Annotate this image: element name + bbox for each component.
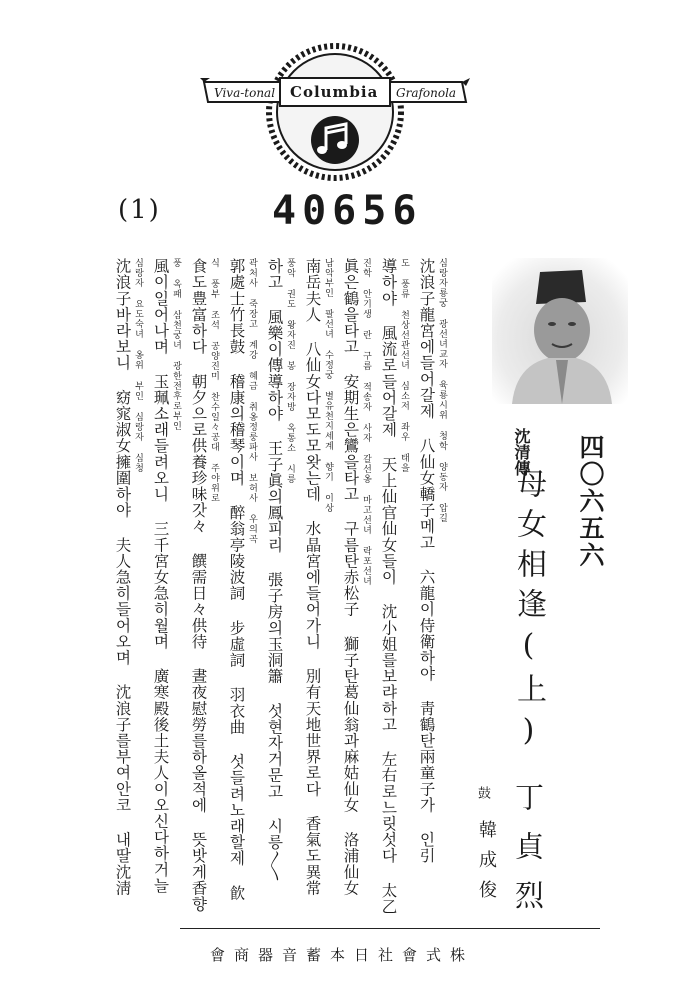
performer-portrait: [492, 258, 628, 404]
record-side-index: (1): [118, 195, 161, 225]
performer-name: 丁貞烈: [511, 782, 545, 929]
title-prefix: 沈清傳: [512, 428, 531, 476]
columbia-logo: [200, 40, 470, 185]
lyric-line: 眞은鶴을타고 安期生은鸞을타고 구름탄赤松子 獅子탄葛仙翁과麻姑仙女 洛浦仙女: [341, 258, 360, 896]
catalog-number: 40656: [272, 188, 423, 234]
music-note-icon: [311, 116, 359, 164]
performer-role: 鼓: [475, 786, 490, 799]
lyric-line: 南岳夫人 八仙女다모도모왓는데 水晶宮에들어가니 別有天地世界로다 香氣도異常: [303, 258, 322, 896]
song-title: 母女相逢(上): [511, 468, 546, 758]
lyric-line: 導하야 風流로들어갈제 天上仙官仙女들이 沈小姐를보랴하고 左右로느릿섯다 太乙: [379, 258, 398, 915]
accompanist-name: 韓成俊: [476, 820, 497, 910]
publisher-name: 會商器音蓄本日社會式株: [210, 946, 475, 964]
catalog-number-vertical: 四〇六五六: [576, 434, 605, 569]
lyric-reading: 심랑자 요도숙녀 옹위 부인 심랑자 심청: [133, 258, 143, 473]
logo-brand-text: Columbia: [290, 83, 379, 101]
lyric-reading: 풍 옥패 삼천궁녀 광한전후로부인: [171, 258, 181, 431]
lyric-line: 沈浪子바라보니 窈窕淑女擁圍하야 夫人急히들어오며 沈浪子를부여안코 내딸沈淸: [113, 258, 132, 896]
lyric-line: 하고 風樂이傳導하야 王子眞의鳳피리 張子房의玉洞簫 섯현자거문고 시릉〳〵: [265, 258, 284, 882]
lyric-reading: 곽처사 죽장고 계강 혜금 취옹정룽파사 보허사 우의곡: [247, 258, 257, 544]
footer-divider: [180, 928, 600, 929]
lyrics-block: [96, 258, 458, 915]
lyric-reading: 식 풍부 조석 공양진미 찬수일々공대 주야위로: [209, 258, 219, 503]
lyric-line: 郭處士竹長鼓 稽康의稽琴이며 醉翁亭陵波詞 步虛詞 羽衣曲 섯들려노래할제 飮: [227, 258, 246, 901]
lyric-line: 沈浪子龍宮에들어갈제 八仙女轎子메고 六龍이侍衛하야 靑鶴탄兩童子가 인引: [417, 258, 436, 864]
logo-right-text: Grafonola: [396, 86, 457, 100]
lyric-reading: 도 풍류 천상선관선녀 심소저 좌우 태을: [399, 258, 409, 473]
lyric-line: 食도豊富하다 朝夕으로供養珍味갓々 饌需日々供待 晝夜慰勞를하올적에 뜻밧게香향: [189, 258, 208, 912]
lyric-reading: 풍악 권도 왕자진 봉 장자방 옥통소 시릉: [285, 258, 295, 484]
logo-left-text: Viva-tonal: [214, 86, 276, 100]
lyric-reading: 남악부인 팔선녀 수정궁 별유천지세계 향기 이상: [323, 258, 333, 513]
lyric-reading: 심랑자룡궁 광선녀교자 육룡시위 청학 양동자 압길: [437, 258, 447, 523]
lyric-reading: 진학 안기생 란 구름 적송자 사자 갈선옹 마고선녀 락포선녀: [361, 258, 371, 586]
lyric-line: 風이일어나며 玉珮소래들려오니 三千宮女急히월며 廣寒殿後土夫人이오신다하거늘: [151, 258, 170, 894]
